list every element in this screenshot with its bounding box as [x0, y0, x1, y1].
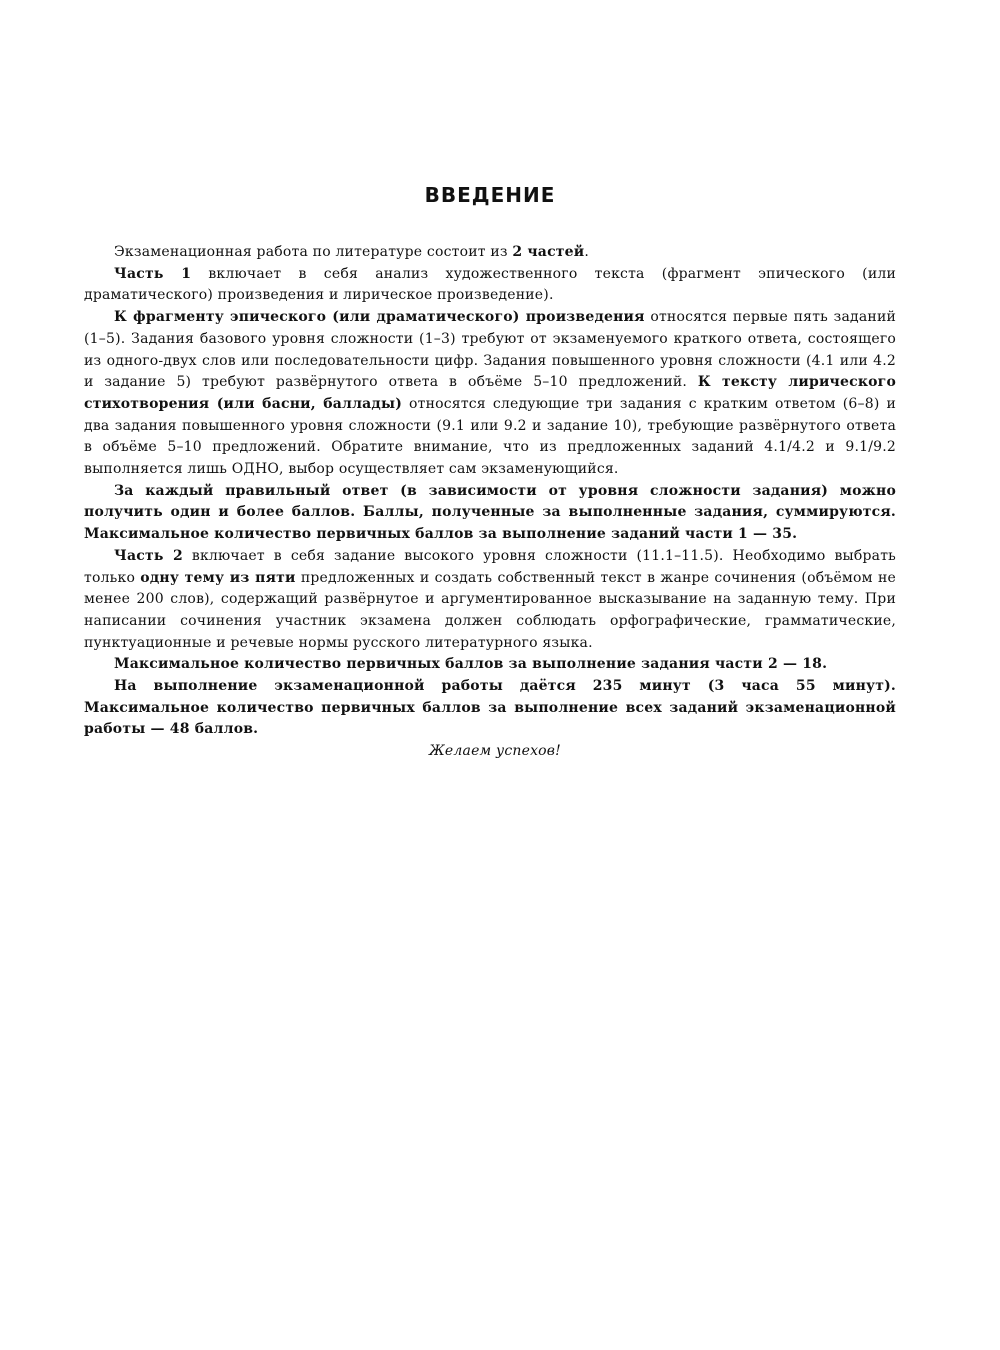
bold-span: Часть 2: [114, 547, 183, 564]
bold-span: Часть 1: [114, 265, 192, 282]
paragraph-intro: [84, 242, 896, 264]
paragraph-part2-max: Максимальное количество первичных баллов за выполнение задания части 2 — 18.: [114, 656, 828, 673]
document-body: [84, 242, 896, 763]
paragraph-part1: [84, 264, 896, 307]
paragraph-scoring: За каждый правильный ответ (в зависимости от уровня сложности задания) можно получить один и более баллов. Баллы, полученные за выполненные задания, суммируются. Максимальное количество первичных баллов за выполнение заданий части 1 — 35.: [84, 482, 896, 543]
paragraph-part2: [84, 546, 896, 655]
page-title: ВВЕДЕНИЕ: [424, 183, 556, 207]
bold-span: К тексту лирического стихотворения (или басни, баллады): [84, 374, 897, 412]
bold-span: одну тему из пяти: [140, 569, 296, 586]
text-span: относятся первые пять заданий (1–5). Задания базового уровня сложности (1–3) требуют от экзаменуемого краткого ответа, состоящего из одного-двух слов или последовательности цифр. Задания повышенного уровня сложности (4.1 или 4.2 и задание 5) требуют развёрнутого ответа в объёме 5–10 предложений.: [84, 309, 897, 391]
text-span: включает в себя анализ художественного текста (фрагмент эпического (или драматического) произведения и лирическое произведение).: [84, 265, 896, 304]
bold-span: 2 частей: [512, 244, 585, 260]
text-span: Экзаменационная работа по литературе состоит из: [114, 244, 513, 260]
text-span: предложенных и создать собственный текст в жанре сочинения (объёмом не менее 200 слов), содержащий развёрнутое и аргументированное высказывание на заданную тему. При написании сочинения участник экзамена должен соблюдать орфографические, грамматические, пунктуационные и речевые нормы русского литературного языка.: [84, 569, 896, 651]
text-span: относятся следующие три задания с кратким ответом (6–8) и два задания повышенного уровня сложности (9.1 или 9.2 и задание 10), требующие развёрнутого ответа в объёме 5–10 предложений. Обратите внимание, что из предложенных заданий 4.1/4.2 и 9.1/9.2 выполняется лишь ОДНО, выбор осуществляет сам экзаменующийся.: [84, 395, 896, 478]
paragraph-tasks: [84, 307, 896, 481]
text-span: включает в себя задание высокого уровня сложности (11.1–11.5). Необходимо выбрать только: [84, 547, 896, 586]
text-span: .: [584, 244, 590, 260]
bold-span: К фрагменту эпического (или драматического) произведения: [114, 309, 645, 326]
closing-wish: Желаем успехов!: [429, 743, 561, 760]
paragraph-duration: На выполнение экзаменационной работы даётся 235 минут (3 часа 55 минут). Максимальное количество первичных баллов за выполнение всех заданий экзаменационной работы — 48 баллов.: [84, 678, 896, 738]
